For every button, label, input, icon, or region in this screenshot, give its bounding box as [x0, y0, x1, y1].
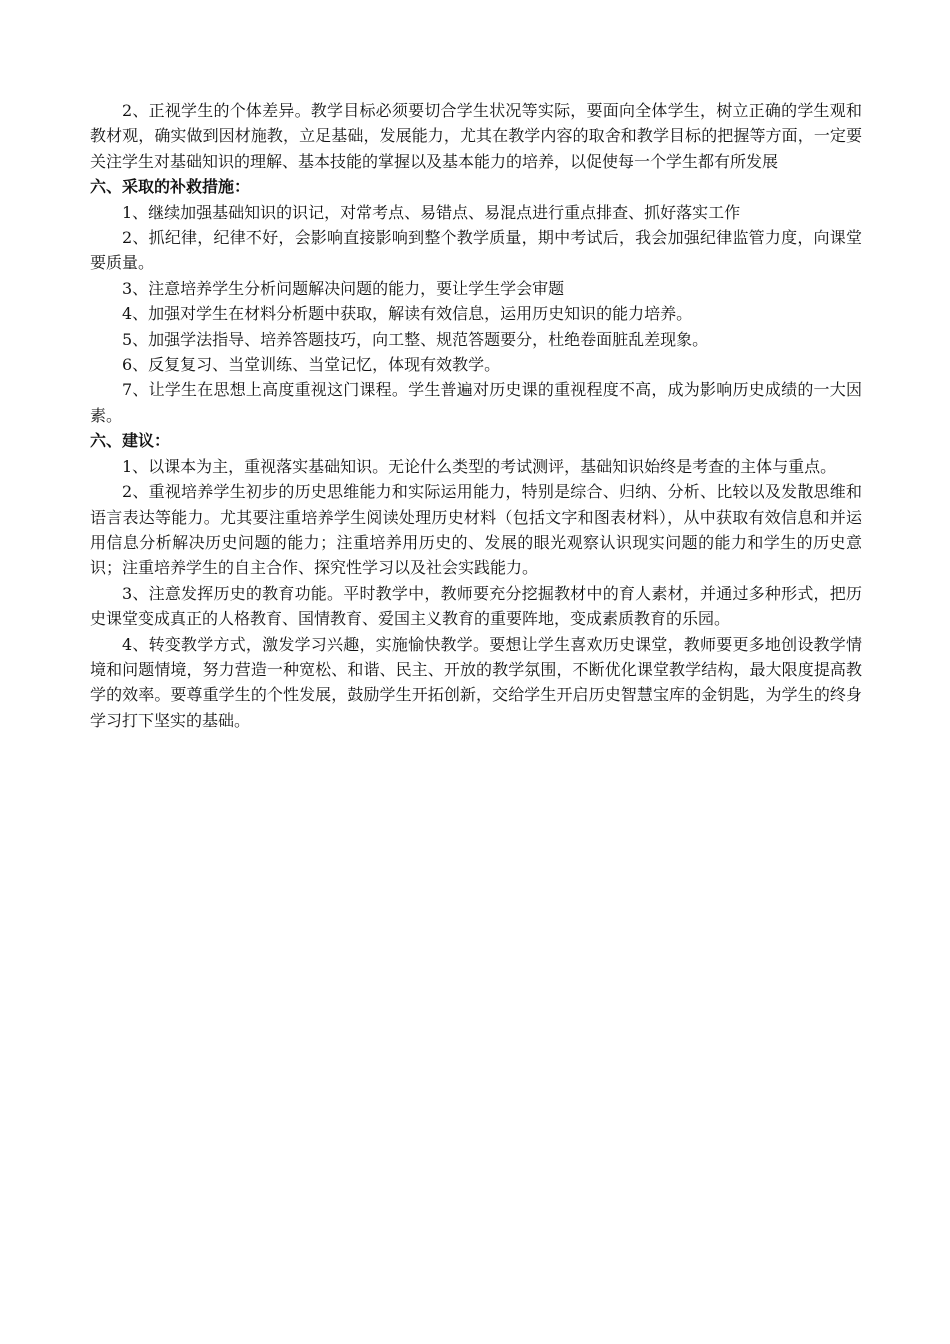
measure-item-5: 5、加强学法指导、培养答题技巧，向工整、规范答题要分，杜绝卷面脏乱差现象。: [122, 329, 709, 349]
section-heading-suggestions: 六、建议：: [90, 431, 171, 451]
suggestion-item-2: 2、重视培养学生初步的历史思维能力和实际运用能力，特别是综合、归纳、分析、比较以及发散思维和语言表达等能力。尤其要注重培养学生阅读处理历史材料（包括文字和图表材料），从中获取有效信息和并运用信息分析解决历史问题的能力；注重培养用历史的、发展的眼光观察认识现实问题的能力和学生的历史意识；注重培养学生的自主合作、探究性学习以及社会实践能力。: [90, 482, 862, 578]
suggestion-item-1: 1、以课本为主，重视落实基础知识。无论什么类型的考试测评，基础知识始终是考查的主体与重点。: [122, 456, 837, 476]
measure-item-3: 3、注意培养学生分析问题解决问题的能力，要让学生学会审题: [122, 278, 565, 298]
document-page: [90, 98, 862, 733]
suggestion-item-4: 4、转变教学方式，激发学习兴趣，实施愉快教学。要想让学生喜欢历史课堂，教师要更多地创设教学情境和问题情境，努力营造一种宽松、和谐、民主、开放的教学氛围，不断优化课堂教学结构，最大限度提高教学的效率。要尊重学生的个性发展，鼓励学生开拓创新，交给学生开启历史智慧宝库的金钥匙，为学生的终身学习打下坚实的基础。: [90, 634, 862, 730]
suggestion-item-3: 3、注意发挥历史的教育功能。平时教学中，教师要充分挖掘教材中的育人素材，并通过多种形式，把历史课堂变成真正的人格教育、国情教育、爱国主义教育的重要阵地，变成素质教育的乐园。: [90, 583, 862, 629]
measure-item-1: 1、继续加强基础知识的识记，对常考点、易错点、易混点进行重点排查、抓好落实工作: [122, 202, 741, 222]
measure-item-6: 6、反复复习、当堂训练、当堂记忆，体现有效教学。: [122, 355, 501, 375]
measure-item-4: 4、加强对学生在材料分析题中获取，解读有效信息，运用历史知识的能力培养。: [122, 304, 693, 324]
measure-item-7: 7、让学生在思想上高度重视这门课程。学生普遍对历史课的重视程度不高，成为影响历史成绩的一大因素。: [90, 380, 862, 425]
measure-item-2: 2、抓纪律，纪律不好，会影响直接影响到整个教学质量，期中考试后，我会加强纪律监管力度，向课堂要质量。: [90, 228, 862, 273]
intro-paragraph: 2、正视学生的个体差异。教学目标必须要切合学生状况等实际，要面向全体学生，树立正确的学生观和教材观，确实做到因材施教，立足基础，发展能力，尤其在教学内容的取舍和教学目标的把握等方面，一定要关注学生对基础知识的理解、基本技能的掌握以及基本能力的培养，以促使每一个学生都有所发展: [90, 101, 862, 171]
section-heading-measures: 六、采取的补救措施：: [90, 177, 251, 197]
